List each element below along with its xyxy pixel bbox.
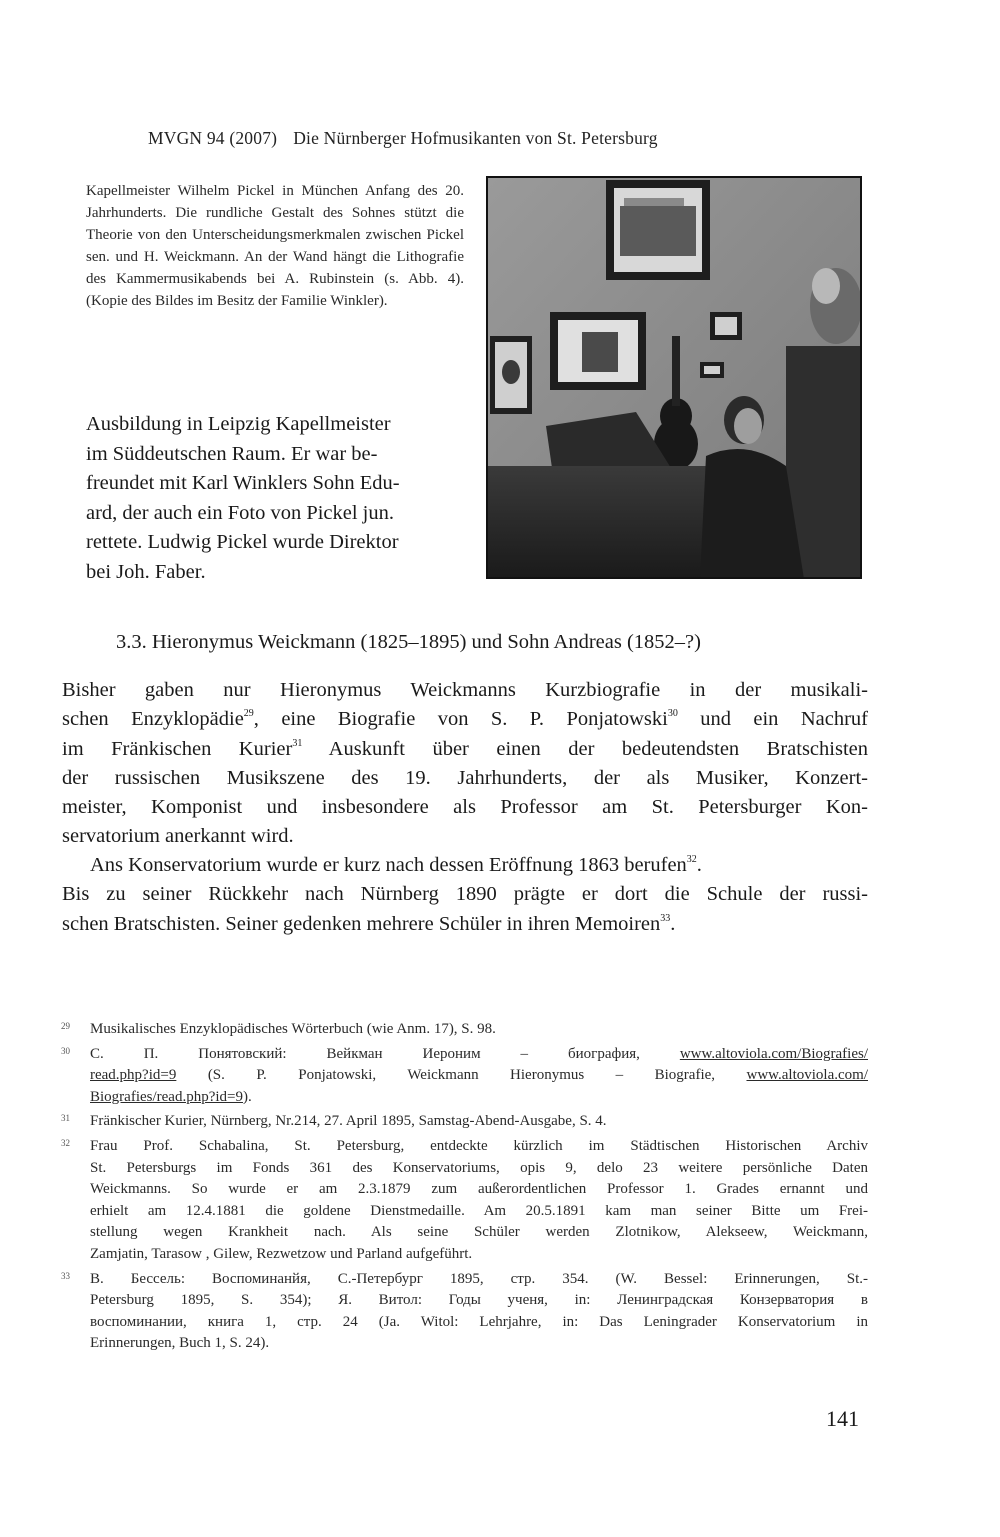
- text-line: rettete. Ludwig Pickel wurde Direktor: [86, 531, 399, 553]
- footnote-29: [56, 1019, 868, 1041]
- journal-reference: MVGN 94 (2007): [148, 128, 278, 148]
- url-link[interactable]: read.php?id=9: [90, 1067, 177, 1084]
- text-line: schen Bratschisten. Seiner gedenken mehrere Schüler in ihren Memoiren$^{33}$.: [62, 912, 676, 935]
- footnote-line: Biografies/read.php?id=9).: [90, 1088, 252, 1105]
- body-paragraph-1: [62, 676, 868, 852]
- footnote-line: воспоминании, книга 1, стр. 24 (Ja. Witol: Lehrjahre, in: Das Leningrader Konservatorium in: [90, 1313, 868, 1330]
- photo-illustration: [486, 176, 862, 579]
- footnote-line: read.php?id=9 (S. P. Ponjatowski, Weickmann Hieronymus – Biografie, www.altoviola.com/: [90, 1067, 868, 1084]
- footnote-line: St. Petersburgs im Fonds 361 des Konservatoriums, opis 9, delo 23 weitere persönliche Daten: [90, 1159, 868, 1176]
- text-line: freundet mit Karl Winklers Sohn Edu-: [86, 472, 400, 494]
- footnote-line: С. П. Понятовский: Вейкман Иероним – биография, www.altoviola.com/Biografies/: [90, 1045, 868, 1062]
- text-line: der russischen Musikszene des 19. Jahrhunderts, der als Musiker, Konzert-: [62, 766, 868, 789]
- footnote-ref[interactable]: 33: [660, 912, 671, 924]
- url-link[interactable]: www.altoviola.com/Biografies/: [679, 1045, 868, 1062]
- side-paragraph: [86, 410, 466, 587]
- text-line: im Süddeutschen Raum. Er war be-: [86, 442, 378, 465]
- text-line: schen Enzyklopädie$^{29}$, eine Biografie von S. P. Ponjatowski$^{30}$ und ein Nachruf: [62, 708, 868, 731]
- footnote-number: 31: [61, 1113, 70, 1124]
- footnote-number: 29: [61, 1021, 70, 1031]
- text-line: ard, der auch ein Foto von Pickel jun.: [86, 501, 395, 524]
- footnote-line: stellung wegen Krankheit nach. Als seine Schüler werden Zlotnikow, Alekseew, Weickmann,: [90, 1224, 868, 1241]
- footnote-number: 30: [61, 1045, 70, 1056]
- footnote-number: 32: [61, 1137, 70, 1148]
- footnote-line: erhielt am 12.4.1881 die goldene Dienstmedaille. Am 20.5.1891 kam man seiner Bitte um Frei-: [90, 1202, 868, 1219]
- article-title: Die Nürnberger Hofmusikanten von St. Petersburg: [293, 128, 658, 148]
- text-line: Ausbildung in Leipzig Kapellmeister: [86, 413, 391, 435]
- footnote-line: Erinnerungen, Buch 1, S. 24).: [90, 1335, 270, 1352]
- historic-photograph: [486, 176, 862, 579]
- footnote-number: 33: [61, 1270, 70, 1281]
- footnote-line: Weickmanns. So wurde er am 2.3.1879 zum außerordentlichen Professor 1. Grades ernannt und: [90, 1181, 868, 1198]
- text-line: Bis zu seiner Rückkehr nach Nürnberg 1890 prägte er dort die Schule der russi-: [62, 883, 868, 906]
- footnote-32: [56, 1136, 868, 1266]
- text-line: meister, Komponist und insbesondere als Professor am St. Petersburger Kon-: [62, 796, 868, 819]
- footnote-ref[interactable]: 29: [243, 708, 254, 720]
- footnote-ref[interactable]: 32: [686, 854, 697, 865]
- footnote-31: [56, 1111, 868, 1133]
- footnote-line: Fränkischer Kurier, Nürnberg, Nr.214, 27. April 1895, Samstag-Abend-Ausgabe, S. 4.: [90, 1113, 607, 1130]
- text-line: servatorium anerkannt wird.: [62, 825, 294, 848]
- footnote-33: [56, 1269, 868, 1355]
- footnote-line: Petersburg 1895, S. 354); Я. Витол: Годы ученя, in: Ленинградская Конзерватория в: [90, 1292, 868, 1309]
- text-line: Bisher gaben nur Hieronymus Weickmanns Kurzbiografie in der musikali-: [62, 679, 868, 701]
- footnote-ref[interactable]: 30: [667, 708, 678, 720]
- figure-caption: Kapellmeister Wilhelm Pickel in München Anfang des 20. Jahrhunderts. Die rundliche Gestalt des Sohnes stützt die Theorie von den Unterscheidungsmerkmalen zwischen Pickel sen. und H. Weickmann. An der Wand hängt die Lithografie des Kammermusikabends bei A. Rubinstein (s. Abb. 4). (Kopie des Bildes im Besitz der Familie Winkler).: [86, 183, 464, 309]
- footnote-line: Musikalisches Enzyklopädisches Wörterbuch (wie Anm. 17), S. 98.: [90, 1021, 496, 1037]
- section-heading: 3.3. Hieronymus Weickmann (1825–1895) und Sohn Andreas (1852–?): [116, 631, 701, 653]
- page-number: 141: [826, 1406, 859, 1431]
- text-line: Ans Konservatorium wurde er kurz nach dessen Eröffnung 1863 berufen$^{32}$.: [90, 854, 702, 876]
- body-paragraph-2: [62, 851, 868, 939]
- url-link[interactable]: Biografies/read.php?id=9: [90, 1088, 243, 1105]
- url-link[interactable]: www.altoviola.com/: [746, 1067, 868, 1084]
- text-line: im Fränkischen Kurier$^{31}$ Auskunft über einen der bedeutendsten Bratschisten: [62, 737, 868, 760]
- footnotes-section: [56, 1019, 868, 1358]
- text-line: bei Joh. Faber.: [86, 560, 206, 583]
- running-header: [148, 128, 788, 149]
- footnote-ref[interactable]: 31: [292, 737, 303, 749]
- footnote-line: Zamjatin, Tarasow , Gilew, Rezwetzow und Parland aufgeführt.: [90, 1245, 473, 1262]
- footnote-line: В. Бессель: Воспоминанйя, С.-Петербург 1895, стр. 354. (W. Bessel: Erinnerungen, St.-: [90, 1270, 868, 1287]
- footnote-line: Frau Prof. Schabalina, St. Petersburg, entdeckte kürzlich im Städtischen Historischen Archiv: [90, 1137, 868, 1154]
- footnote-30: [56, 1044, 868, 1109]
